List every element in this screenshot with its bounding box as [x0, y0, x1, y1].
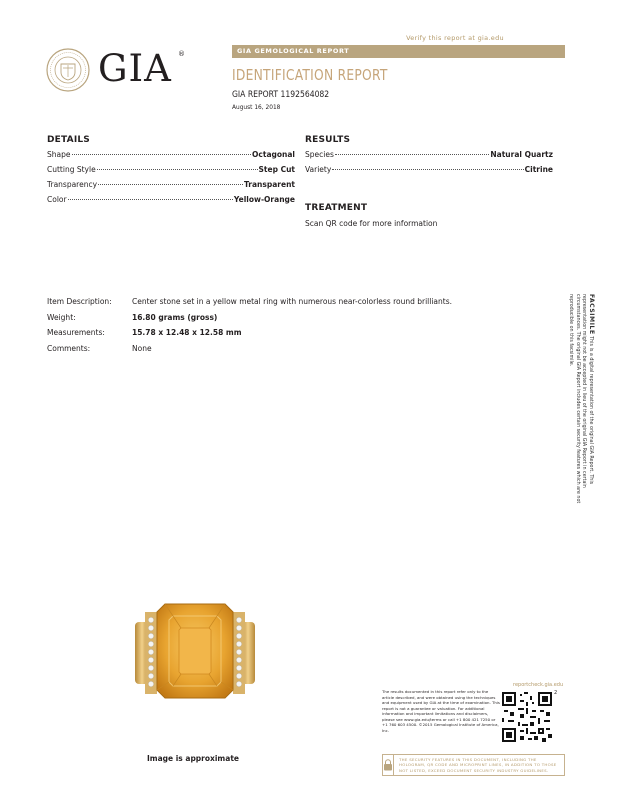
details-value: Yellow-Orange — [233, 195, 295, 204]
lock-icon — [383, 755, 394, 775]
info-row-weight — [47, 313, 452, 329]
info-label: Weight: — [47, 312, 76, 322]
facsimile-text: This is a digital representation of the original GIA Report. This representation might not be accepted in lieu of the original GIA Report in certain circumstances. The original GIA Report includes certain security features which are not reproducible on this facsimile. — [568, 294, 593, 504]
facsimile-notice — [558, 294, 594, 514]
gia-seal-icon — [46, 48, 90, 92]
image-caption: Image is approximate — [147, 754, 239, 763]
results-row-variety — [305, 165, 553, 180]
results-value: Natural Quartz — [490, 150, 553, 159]
details-value: Transparent — [244, 180, 295, 189]
qr-number: 2 — [554, 690, 558, 696]
treatment-title: TREATMENT — [305, 203, 368, 213]
info-label: Item Description: — [47, 297, 112, 306]
info-row-measurements — [47, 328, 452, 344]
item-info — [47, 297, 452, 359]
info-row-description — [47, 297, 452, 313]
info-row-comments — [47, 344, 452, 360]
results-row-species — [305, 150, 553, 165]
details-label: Shape — [47, 150, 71, 159]
details-list — [47, 150, 295, 210]
info-value: Center stone set in a yellow metal ring with numerous near-colorless round brilliants. — [132, 297, 453, 306]
info-value: None — [132, 343, 152, 353]
info-value: 15.78 x 12.48 x 12.58 mm — [132, 328, 242, 337]
results-list — [305, 150, 553, 180]
info-value: 16.80 grams (gross) — [132, 312, 218, 322]
report-banner — [232, 45, 565, 58]
info-label: Comments: — [47, 343, 91, 353]
details-label: Cutting Style — [47, 165, 96, 174]
ring-image — [133, 600, 257, 700]
reportcheck-link[interactable]: reportcheck.gia.edu — [513, 682, 564, 688]
results-value: Citrine — [524, 165, 553, 174]
details-label: Color — [47, 195, 67, 204]
security-text: THE SECURITY FEATURES IN THIS DOCUMENT, INCLUDING THE HOLOGRAM, QR CODE AND MICROPRINT LINES, IN ADDITION TO THOSE NOT LISTED, EXCEED DOCUMENT SECURITY INDUSTRY GUIDELINES. — [399, 756, 557, 773]
report-title: IDENTIFICATION REPORT — [232, 66, 388, 84]
disclaimer-text: The results documented in this report refer only to the article described, and were obtained using the techniques and equipment used by GIA at the time of examination. This report is not a guarantee or valuation. For additional information and important limitations and disclaimers, please see www.gia.edu/terms or call +1 800 421 7250 or +1 760 603 4500. ©2015 Gemological Institute of America, Inc. — [382, 689, 500, 733]
security-notice — [382, 754, 565, 776]
details-title: DETAILS — [47, 135, 90, 145]
facsimile-title: FACSIMILE — [588, 294, 595, 335]
results-title: RESULTS — [305, 135, 351, 145]
results-label: Variety — [305, 165, 332, 174]
details-row-color — [47, 195, 295, 210]
results-label: Species — [305, 150, 334, 159]
report-date: August 16, 2018 — [232, 103, 281, 111]
qr-code-icon[interactable] — [502, 692, 552, 742]
verify-link[interactable]: Verify this report at gia.edu — [406, 34, 504, 42]
report-banner-label: GIA GEMOLOGICAL REPORT — [237, 47, 350, 55]
info-label: Measurements: — [47, 328, 105, 337]
details-label: Transparency — [47, 180, 98, 189]
details-value: Octagonal — [252, 150, 295, 159]
report-number: GIA REPORT 1192564082 — [232, 90, 330, 100]
details-row-shape — [47, 150, 295, 165]
details-row-cutting-style — [47, 165, 295, 180]
registered-mark: ® — [178, 50, 185, 58]
details-row-transparency — [47, 180, 295, 195]
details-value: Step Cut — [258, 165, 295, 174]
gia-logo: GIA — [98, 47, 172, 90]
treatment-text: Scan QR code for more information — [305, 219, 438, 228]
